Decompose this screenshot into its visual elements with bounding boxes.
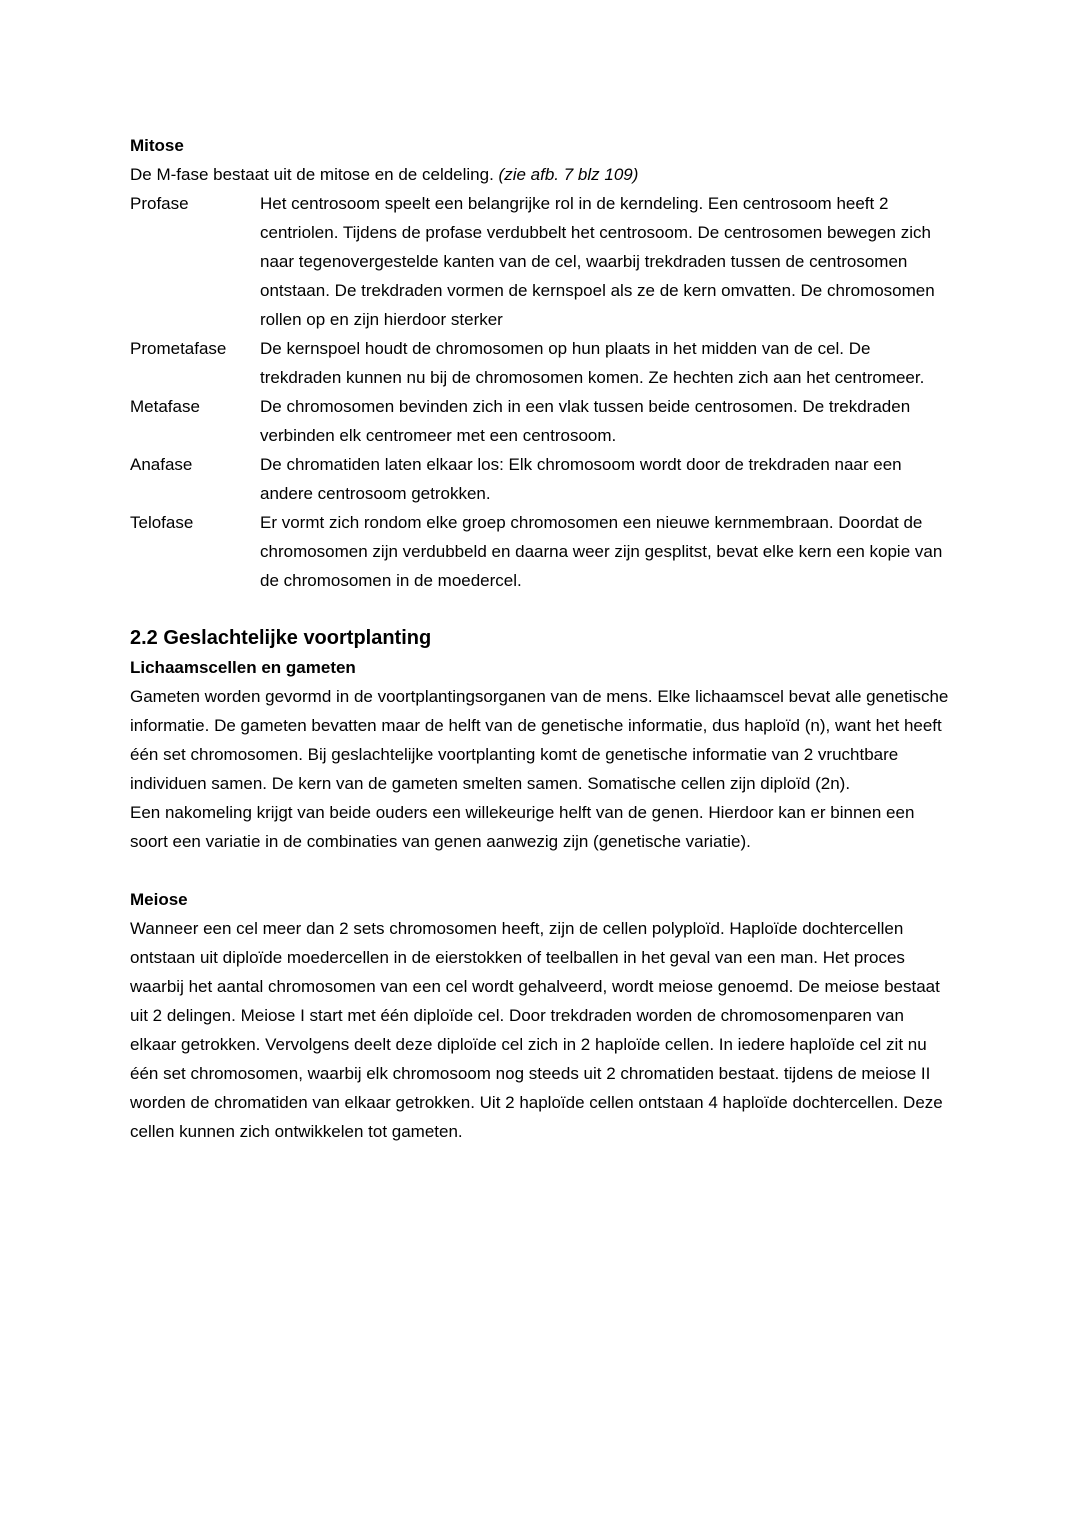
phase-description: Er vormt zich rondom elke groep chromosomen een nieuwe kernmembraan. Doordat de chromosomen zijn verdubbeld en daarna weer zijn gesplitst, bevat elke kern een kopie van de chromosomen in de moedercel. (260, 513, 943, 590)
phase-row-anafase (130, 450, 950, 508)
phase-term: Prometafase (130, 339, 227, 358)
meiose-heading: Meiose (130, 890, 188, 909)
mitose-heading: Mitose (130, 136, 184, 155)
mitose-intro-text: De M-fase bestaat uit de mitose en de celdeling. (130, 165, 499, 184)
mitose-intro (130, 160, 950, 189)
phase-description: De kernspoel houdt de chromosomen op hun plaats in het midden van de cel. De trekdraden kunnen nu bij de chromosomen komen. Ze hechten zich aan het centromeer. (260, 339, 925, 387)
phase-description: De chromosomen bevinden zich in een vlak tussen beide centrosomen. De trekdraden verbinden elk centromeer met een centrosoom. (260, 397, 911, 445)
phase-list (130, 189, 950, 595)
lichaamscellen-subheading: Lichaamscellen en gameten (130, 658, 356, 677)
phase-term: Telofase (130, 513, 194, 532)
phase-row-metafase (130, 392, 950, 450)
phase-description: Het centrosoom speelt een belangrijke rol in de kerndeling. Een centrosoom heeft 2 centriolen. Tijdens de profase verdubbelt het centrosoom. De centrosomen bewegen zich naar tegenovergestelde kanten van de cel, waarbij trekdraden tussen de centrosomen ontstaan. De trekdraden vormen de kernspoel als ze de kern omvatten. De chromosomen rollen op en zijn hierdoor sterker (260, 194, 935, 329)
mitose-intro-reference: (zie afb. 7 blz 109) (498, 165, 639, 184)
section-2-2-heading: 2.2 Geslachtelijke voortplanting (130, 627, 432, 649)
phase-description: De chromatiden laten elkaar los: Elk chromosoom wordt door de trekdraden naar een andere centrosoom getrokken. (260, 455, 902, 503)
nakomeling-paragraph: Een nakomeling krijgt van beide ouders een willekeurige helft van de genen. Hierdoor kan er binnen een soort een variatie in de combinaties van genen aanwezig zijn (genetische variatie). (130, 803, 915, 851)
phase-row-prometafase (130, 334, 950, 392)
phase-row-profase (130, 189, 950, 334)
phase-term: Anafase (130, 455, 193, 474)
meiose-paragraph: Wanneer een cel meer dan 2 sets chromosomen heeft, zijn de cellen polyploïd. Haploïde dochtercellen ontstaan uit diploïde moedercellen in de eierstokken of teelballen in het geval van een man. Het proces waarbij het aantal chromosomen van een cel wordt gehalveerd, wordt meiose genoemd. De meiose bestaat uit 2 delingen. Meiose I start met één diploïde cel. Door trekdraden worden de chromosomenparen van elkaar getrokken. Vervolgens deelt deze diploïde cel zich in 2 haploïde cellen. In iedere haploïde cel zit nu één set chromosomen, waarbij elk chromosoom nog steeds uit 2 chromatiden bestaat. tijdens de meiose II worden de chromatiden van elkaar getrokken. Uit 2 haploïde cellen ontstaan 4 haploïde dochtercellen. Deze cellen kunnen zich ontwikkelen tot gameten. (130, 919, 943, 1141)
phase-row-telofase (130, 508, 950, 595)
phase-term: Metafase (130, 397, 200, 416)
phase-term: Profase (130, 194, 189, 213)
gameten-paragraph: Gameten worden gevormd in de voortplantingsorganen van de mens. Elke lichaamscel bevat alle genetische informatie. De gameten bevatten maar de helft van de genetische informatie, dus haploïd (n), want het heeft één set chromosomen. Bij geslachtelijke voortplanting komt de genetische informatie van 2 vruchtbare individuen samen. De kern van de gameten smelten samen. Somatische cellen zijn diploïd (2n). (130, 687, 949, 793)
